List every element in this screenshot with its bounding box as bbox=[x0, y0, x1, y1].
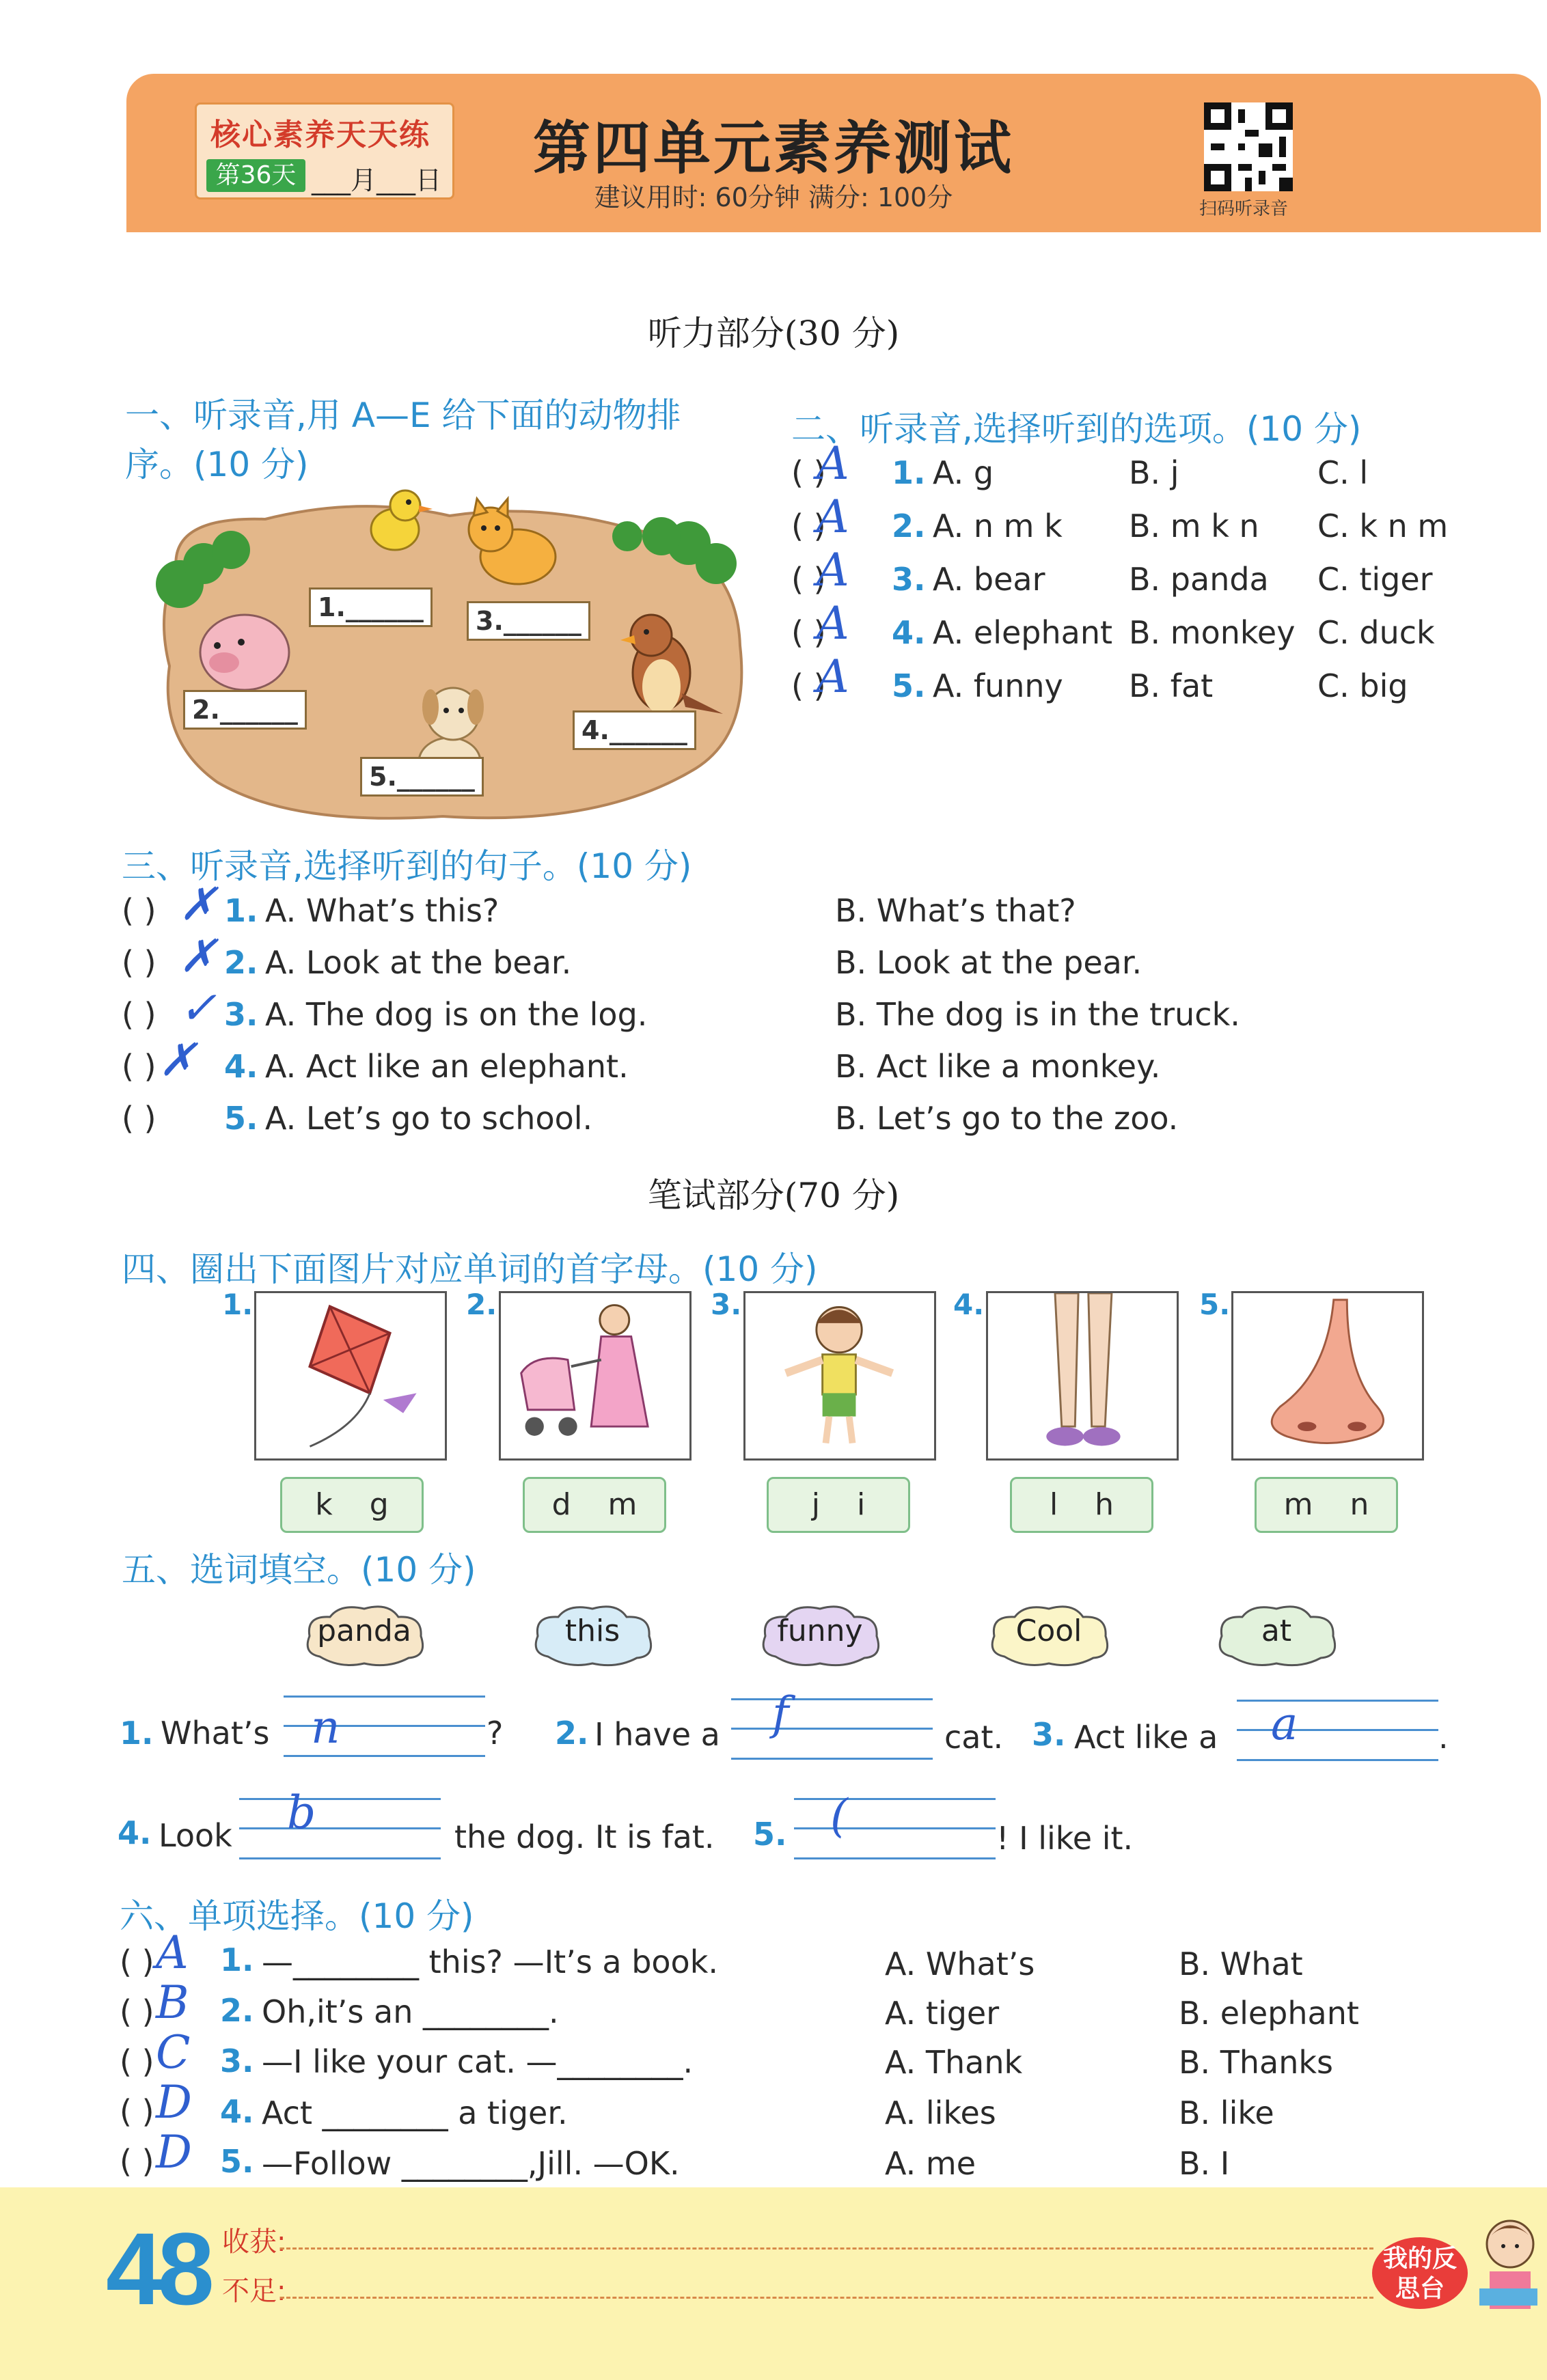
lack-label: 不足: bbox=[222, 2275, 286, 2307]
s2-title: 二、听录音,选择听到的选项。(10 分) bbox=[791, 409, 1362, 449]
option-a: A. n m k bbox=[933, 508, 1063, 544]
item-num: 5. bbox=[220, 2143, 254, 2180]
option-a: A. bear bbox=[933, 561, 1045, 598]
handwritten-answer: D bbox=[156, 2076, 192, 2129]
option-b: B. Let’s go to the zoo. bbox=[835, 1100, 1179, 1137]
word-at: at bbox=[1261, 1614, 1292, 1648]
s4-title: 四、圈出下面图片对应单词的首字母。(10 分) bbox=[122, 1249, 818, 1289]
item-num: 3. bbox=[220, 2043, 254, 2079]
option-a: A. The dog is on the log. bbox=[265, 996, 648, 1033]
animal-label-1[interactable]: 1.______ bbox=[309, 587, 433, 627]
q1-num: 1. bbox=[120, 1715, 154, 1752]
blank-5[interactable] bbox=[794, 1798, 996, 1859]
option-a: A. Act like an elephant. bbox=[265, 1048, 629, 1085]
q3-num: 3. bbox=[1032, 1716, 1066, 1753]
handwritten-answer: A bbox=[817, 597, 849, 650]
option-a: A. What’s this? bbox=[265, 892, 499, 929]
option-c: C. tiger bbox=[1317, 561, 1433, 598]
item-num: 1. bbox=[224, 892, 258, 929]
item-num: 5. bbox=[892, 667, 926, 704]
answer-paren[interactable]: ( ) bbox=[791, 614, 826, 651]
handwritten-answer: D bbox=[156, 2126, 192, 2178]
nose-icon bbox=[1231, 1291, 1424, 1461]
item-num: 1. bbox=[892, 454, 926, 491]
brand-title: 核心素养天天练 bbox=[210, 117, 430, 152]
handwritten-answer-2: f bbox=[772, 1687, 789, 1740]
letter-choice-1[interactable]: k g bbox=[280, 1477, 424, 1533]
s6-title: 六、单项选择。(10 分) bbox=[120, 1896, 474, 1936]
option-a: A. g bbox=[933, 454, 994, 491]
pic-num-2: 2. bbox=[466, 1288, 497, 1321]
option-a: A. What’s bbox=[885, 1946, 1035, 1982]
question-text: —________ this? —It’s a book. bbox=[262, 1943, 718, 1980]
option-a: A. funny bbox=[933, 667, 1063, 704]
animal-label-2[interactable]: 2.______ bbox=[183, 690, 307, 730]
answer-paren[interactable]: ( ) bbox=[120, 2143, 154, 2180]
option-a: A. tiger bbox=[885, 1995, 1000, 2032]
answer-paren[interactable]: ( ) bbox=[120, 1943, 154, 1980]
blank-4[interactable] bbox=[239, 1798, 441, 1859]
answer-paren[interactable]: ( ) bbox=[122, 1048, 156, 1085]
pic-num-1: 1. bbox=[222, 1288, 254, 1321]
letter-choice-3[interactable]: j i bbox=[767, 1477, 910, 1533]
option-b: B. Thanks bbox=[1179, 2044, 1334, 2081]
q4-pre: Look bbox=[159, 1817, 232, 1854]
handwritten-answer: ✗ bbox=[159, 1034, 197, 1086]
answer-paren[interactable]: ( ) bbox=[122, 996, 156, 1033]
s5-title: 五、选词填空。(10 分) bbox=[122, 1550, 476, 1590]
answer-paren[interactable]: ( ) bbox=[791, 508, 826, 544]
option-a: A. Look at the bear. bbox=[265, 944, 572, 981]
boy-jumping-icon bbox=[743, 1291, 936, 1461]
pic-num-4: 4. bbox=[953, 1288, 985, 1321]
gain-label: 收获: bbox=[222, 2226, 286, 2258]
item-num: 4. bbox=[220, 2093, 254, 2130]
animal-label-5[interactable]: 5.______ bbox=[360, 757, 484, 797]
option-b: B. Act like a monkey. bbox=[835, 1048, 1161, 1085]
listening-part-title: 听力部分(30 分) bbox=[647, 314, 900, 353]
handwritten-answer-5: ( bbox=[830, 1790, 848, 1842]
animal-label-3[interactable]: 3.______ bbox=[467, 601, 590, 641]
option-c: C. duck bbox=[1317, 614, 1435, 651]
gain-line[interactable] bbox=[280, 2247, 1373, 2250]
item-num: 2. bbox=[224, 944, 258, 981]
animal-label-4[interactable]: 4.______ bbox=[573, 710, 696, 750]
pic-num-3: 3. bbox=[711, 1288, 742, 1321]
answer-paren[interactable]: ( ) bbox=[791, 667, 826, 704]
pic-num-5: 5. bbox=[1199, 1288, 1231, 1321]
option-b: B. j bbox=[1129, 454, 1179, 491]
item-num: 4. bbox=[892, 614, 926, 651]
handwritten-answer: ✗ bbox=[179, 930, 217, 982]
handwritten-answer: ✗ bbox=[179, 878, 217, 930]
q2-pre: I have a bbox=[594, 1716, 720, 1753]
option-b: B. What bbox=[1179, 1946, 1303, 1982]
option-b: B. The dog is in the truck. bbox=[835, 996, 1240, 1033]
option-b: B. monkey bbox=[1129, 614, 1296, 651]
item-num: 5. bbox=[224, 1100, 258, 1137]
item-num: 3. bbox=[224, 996, 258, 1033]
handwritten-answer: ✓ bbox=[179, 982, 217, 1034]
q5-num: 5. bbox=[753, 1816, 787, 1853]
answer-paren[interactable]: ( ) bbox=[791, 561, 826, 598]
option-b: B. Look at the pear. bbox=[835, 944, 1142, 981]
answer-paren[interactable]: ( ) bbox=[122, 892, 156, 929]
mother-stroller-icon bbox=[499, 1291, 692, 1461]
answer-paren[interactable]: ( ) bbox=[122, 944, 156, 981]
option-b: B. What’s that? bbox=[835, 892, 1076, 929]
handwritten-answer-4: b bbox=[287, 1786, 316, 1839]
question-text: —I like your cat. —________. bbox=[262, 2043, 694, 2080]
s3-title: 三、听录音,选择听到的句子。(10 分) bbox=[122, 846, 692, 886]
option-b: B. m k n bbox=[1129, 508, 1259, 544]
item-num: 2. bbox=[892, 508, 926, 544]
option-b: B. fat bbox=[1129, 667, 1214, 704]
pig-icon bbox=[200, 615, 289, 690]
q3-pre: Act like a bbox=[1074, 1719, 1218, 1756]
q1-post: ? bbox=[487, 1715, 504, 1752]
lack-line[interactable] bbox=[280, 2297, 1373, 2299]
letter-choice-2[interactable]: d m bbox=[523, 1477, 666, 1533]
option-a: A. elephant bbox=[933, 614, 1113, 651]
question-text: —Follow ________,Jill. —OK. bbox=[262, 2145, 680, 2182]
option-c: C. big bbox=[1317, 667, 1408, 704]
qr-label: 扫码听录音 bbox=[1199, 199, 1289, 219]
option-b: B. panda bbox=[1129, 561, 1269, 598]
answer-paren[interactable]: ( ) bbox=[120, 2043, 154, 2080]
blank-3[interactable] bbox=[1237, 1700, 1438, 1761]
option-b: B. elephant bbox=[1179, 1995, 1359, 2032]
option-a: A. Let’s go to school. bbox=[265, 1100, 593, 1137]
legs-icon bbox=[986, 1291, 1179, 1461]
handwritten-answer: A bbox=[817, 650, 849, 703]
answer-paren[interactable]: ( ) bbox=[120, 1993, 154, 2030]
q4-num: 4. bbox=[118, 1814, 152, 1851]
answer-paren[interactable]: ( ) bbox=[791, 454, 826, 491]
option-c: C. l bbox=[1317, 454, 1369, 491]
girl-icon bbox=[1476, 2213, 1541, 2316]
q4-post: the dog. It is fat. bbox=[454, 1818, 715, 1855]
word-funny: funny bbox=[777, 1614, 863, 1648]
reflection-badge: 我的反思台 bbox=[1372, 2237, 1468, 2309]
q3-post: . bbox=[1438, 1719, 1449, 1756]
handwritten-answer-3: a bbox=[1271, 1698, 1298, 1750]
option-b: B. I bbox=[1179, 2145, 1230, 2182]
q1-pre: What’s bbox=[161, 1715, 270, 1752]
page-subtitle: 建议用时: 60分钟 满分: 100分 bbox=[594, 182, 953, 212]
handwritten-answer: C bbox=[156, 2026, 191, 2079]
handwritten-answer: A bbox=[156, 1926, 189, 1979]
day-badge: 第36天 bbox=[206, 159, 305, 192]
item-num: 2. bbox=[220, 1992, 254, 2029]
handwritten-answer: A bbox=[817, 490, 849, 543]
page-number: 48 bbox=[106, 2211, 209, 2326]
qr-code-icon[interactable] bbox=[1204, 102, 1293, 191]
answer-paren[interactable]: ( ) bbox=[122, 1100, 156, 1137]
kite-icon bbox=[254, 1291, 447, 1461]
blank-2[interactable] bbox=[731, 1698, 933, 1760]
s1-title-line2: 序。(10 分) bbox=[125, 445, 309, 484]
answer-paren[interactable]: ( ) bbox=[120, 2093, 154, 2130]
handwritten-answer: B bbox=[156, 1976, 189, 2029]
handwritten-answer: A bbox=[817, 437, 849, 490]
handwritten-answer: A bbox=[817, 544, 849, 596]
handwritten-answer-1: n bbox=[311, 1701, 340, 1754]
page-title: 第四单元素养测试 bbox=[532, 115, 1014, 182]
option-a: A. Thank bbox=[885, 2044, 1023, 2081]
item-num: 3. bbox=[892, 561, 926, 598]
q2-post: cat. bbox=[944, 1719, 1004, 1756]
option-c: C. k n m bbox=[1317, 508, 1449, 544]
word-this: this bbox=[564, 1614, 620, 1648]
q2-num: 2. bbox=[555, 1715, 589, 1752]
q5-post: ! I like it. bbox=[996, 1820, 1134, 1857]
letter-choice-5[interactable]: m n bbox=[1255, 1477, 1398, 1533]
item-num: 1. bbox=[220, 1941, 254, 1978]
writing-part-title: 笔试部分(70 分) bbox=[647, 1176, 900, 1215]
date-field: ___月___日 bbox=[312, 165, 442, 195]
option-a: A. me bbox=[885, 2145, 976, 2182]
s1-title-line1: 一、听录音,用 A—E 给下面的动物排 bbox=[125, 396, 681, 435]
word-cool: Cool bbox=[1015, 1614, 1082, 1648]
word-panda: panda bbox=[317, 1614, 411, 1648]
letter-choice-4[interactable]: l h bbox=[1010, 1477, 1153, 1533]
question-text: Act ________ a tiger. bbox=[262, 2094, 568, 2131]
item-num: 4. bbox=[224, 1048, 258, 1085]
question-text: Oh,it’s an ________. bbox=[262, 1993, 559, 2030]
option-b: B. like bbox=[1179, 2094, 1274, 2131]
option-a: A. likes bbox=[885, 2094, 996, 2131]
